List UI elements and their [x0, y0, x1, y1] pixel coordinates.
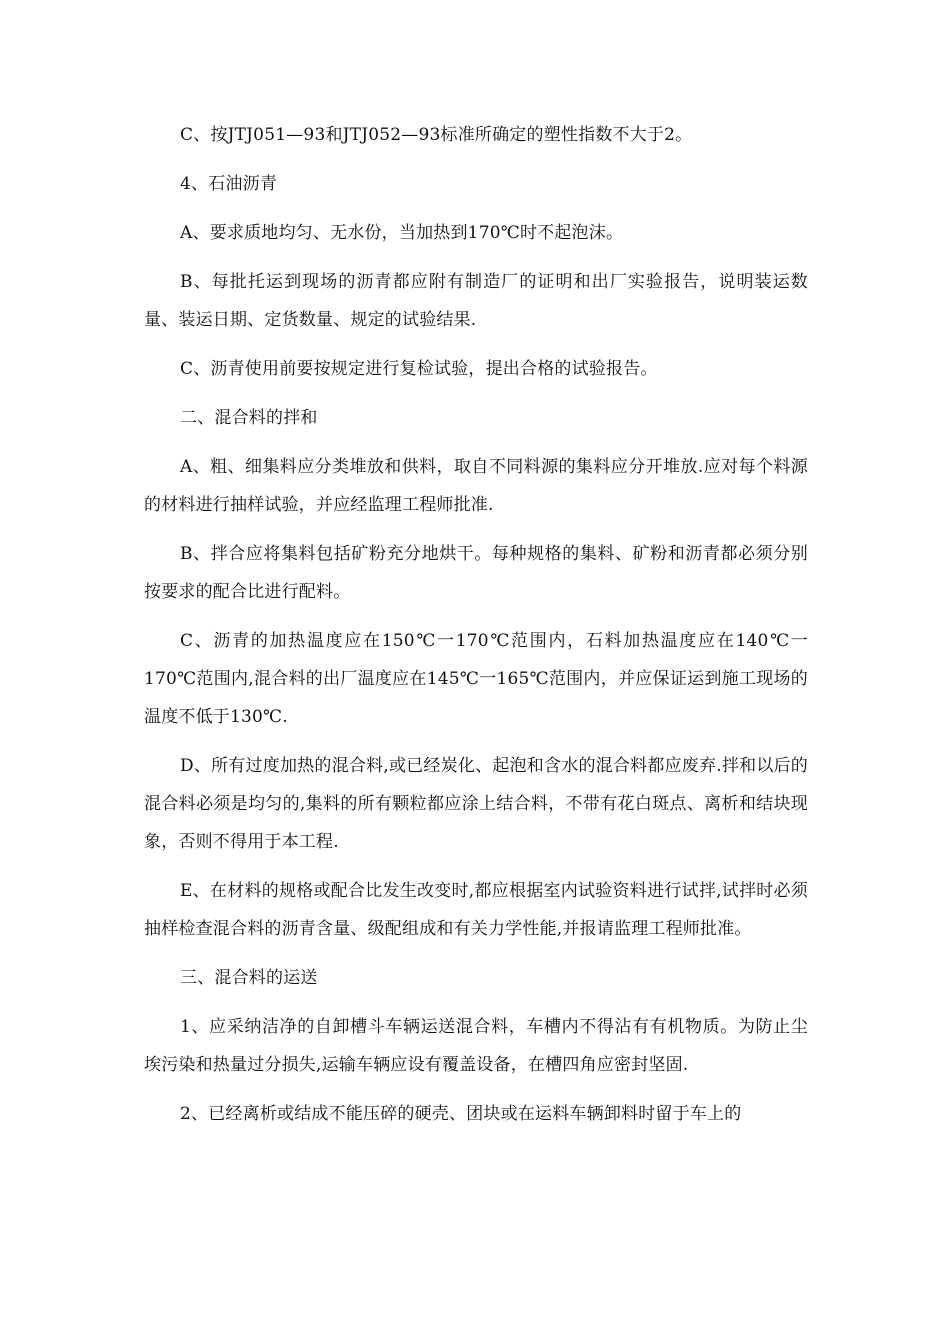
heading-transport: 三、混合料的运送	[180, 968, 318, 988]
paragraph-c-temperature: C、沥青的加热温度应在150℃一170℃范围内，石料加热温度应在140℃一170℃范围内,混合料的出厂温度应在145℃一165℃范围内，并应保证运到施工现场的温度不低于130℃.	[144, 631, 808, 727]
paragraph-b-drying: B、拌合应将集料包括矿粉充分地烘干。每种规格的集料、矿粉和沥青都必须分别按要求的配合比进行配料。	[144, 544, 808, 602]
paragraph-a-asphalt-quality: A、要求质地均匀、无水份，当加热到170℃时不起泡沫。	[180, 223, 624, 243]
document-body	[144, 116, 808, 1144]
paragraph-2-segregated: 2、已经离析或结成不能压碎的硬壳、团块或在运料车辆卸料时留于车上的	[180, 1104, 742, 1124]
paragraph-c-asphalt-retest: C、沥青使用前要按规定进行复检试验，提出合格的试验报告。	[180, 359, 658, 379]
paragraph-e-trial-mix: E、在材料的规格或配合比发生改变时,都应根据室内试验资料进行试拌,试拌时必须抽样检查混合料的沥青含量、级配组成和有关力学性能,并报请监理工程师批准。	[144, 881, 808, 939]
heading-petroleum-asphalt: 4、石油沥青	[180, 174, 278, 194]
heading-mixing: 二、混合料的拌和	[180, 408, 318, 428]
paragraph-c-plasticity: C、按JTJ051—93和JTJ052—93标准所确定的塑性指数不大于2。	[180, 125, 693, 145]
paragraph-b-asphalt-certificate: B、每批托运到现场的沥青都应附有制造厂的证明和出厂实验报告，说明装运数量、装运日期、定货数量、规定的试验结果.	[144, 272, 808, 330]
paragraph-d-overheated-mix: D、所有过度加热的混合料,或已经炭化、起泡和含水的混合料都应废弃.拌和以后的混合料必须是均匀的,集料的所有颗粒都应涂上结合料，不带有花白斑点、离析和结块现象，否则不得用于本工程.	[144, 756, 808, 852]
paragraph-a-aggregate-stockpile: A、粗、细集料应分类堆放和供料，取自不同料源的集料应分开堆放.应对每个料源的材料进行抽样试验，并应经监理工程师批准.	[144, 457, 808, 515]
paragraph-1-trucks: 1、应采纳洁净的自卸槽斗车辆运送混合料，车槽内不得沾有有机物质。为防止尘埃污染和热量过分损失,运输车辆应设有覆盖设备，在槽四角应密封坚固.	[144, 1017, 808, 1075]
